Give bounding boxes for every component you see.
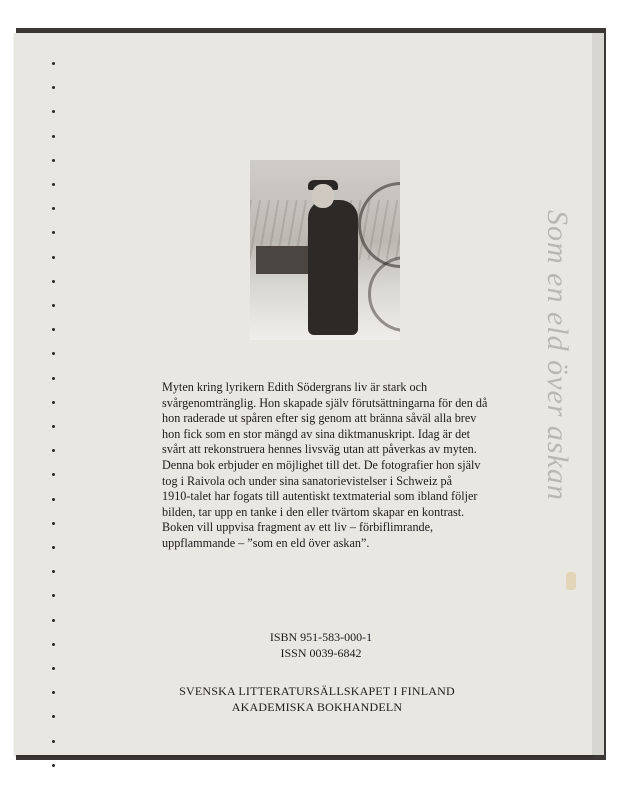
binding-hole (52, 570, 55, 573)
binding-hole (52, 110, 55, 113)
description-line: bilden, tar upp en tanke i den eller tvärtom skapar en kontrast. (162, 504, 465, 519)
binding-hole (52, 522, 55, 525)
publisher-name: SVENSKA LITTERATURSÄLLSKAPET I FINLAND (179, 684, 455, 698)
binding-hole (52, 619, 55, 622)
description-line: hon fick som en stor mängd av sina diktmanuskript. Idag är det (162, 426, 471, 441)
identifiers (0, 630, 618, 661)
spine-title: Som en eld över askan (541, 210, 574, 501)
binding-hole (52, 764, 55, 767)
binding-hole (52, 280, 55, 283)
binding-hole (52, 546, 55, 549)
binding-hole (52, 715, 55, 718)
isbn-number: ISBN 951-583-000-1 (269, 630, 373, 644)
cover-stain (566, 572, 576, 590)
binding-hole (52, 498, 55, 501)
binding-hole (52, 62, 55, 65)
binding-hole (52, 328, 55, 331)
description-line: svårgenomtränglig. Hon skapade själv förutsättningarna för den då (162, 395, 488, 410)
binding-hole (52, 135, 55, 138)
author-photo (250, 160, 400, 340)
description-line: 1910-talet har fogats till autentiskt textmaterial som ibland följer (162, 489, 478, 504)
description-line: svårt att rekonstruera hennes livsväg utan att påverkas av myten. (162, 442, 477, 457)
binding-hole (52, 86, 55, 89)
photo-figure-head (312, 184, 334, 208)
book-description (162, 380, 488, 552)
binding-hole (52, 473, 55, 476)
binding-hole (52, 207, 55, 210)
binding-hole (52, 183, 55, 186)
description-line: Denna bok erbjuder en möjlighet till det. De fotografier hon själv (162, 457, 481, 472)
binding-hole (52, 594, 55, 597)
description-line: Myten kring lyrikern Edith Södergrans liv är stark och (162, 380, 428, 394)
binding-hole (52, 159, 55, 162)
issn-number: ISSN 0039-6842 (280, 645, 362, 660)
description-line: tog i Raivola och under sina sanatorievistelser i Schweiz på (162, 473, 453, 488)
binding-hole (52, 740, 55, 743)
photo-figure (308, 200, 358, 335)
binding-hole (52, 449, 55, 452)
binding-hole (52, 401, 55, 404)
description-line: uppflammande – ”som en eld över askan”. (162, 535, 370, 550)
description-line: hon raderade ut spåren efter sig genom att bränna såväl alla brev (162, 411, 477, 426)
binding-hole (52, 256, 55, 259)
photo-stamp-lower (368, 256, 400, 332)
binding-hole (52, 377, 55, 380)
binding-hole (52, 667, 55, 670)
publisher-block (0, 684, 618, 715)
binding-hole (52, 425, 55, 428)
publisher-imprint: AKADEMISKA BOKHANDELN (231, 699, 403, 714)
binding-hole (52, 352, 55, 355)
binding-hole (52, 304, 55, 307)
description-line: Boken vill uppvisa fragment av ett liv – förbiflimrande, (162, 520, 434, 535)
binding-hole (52, 231, 55, 234)
